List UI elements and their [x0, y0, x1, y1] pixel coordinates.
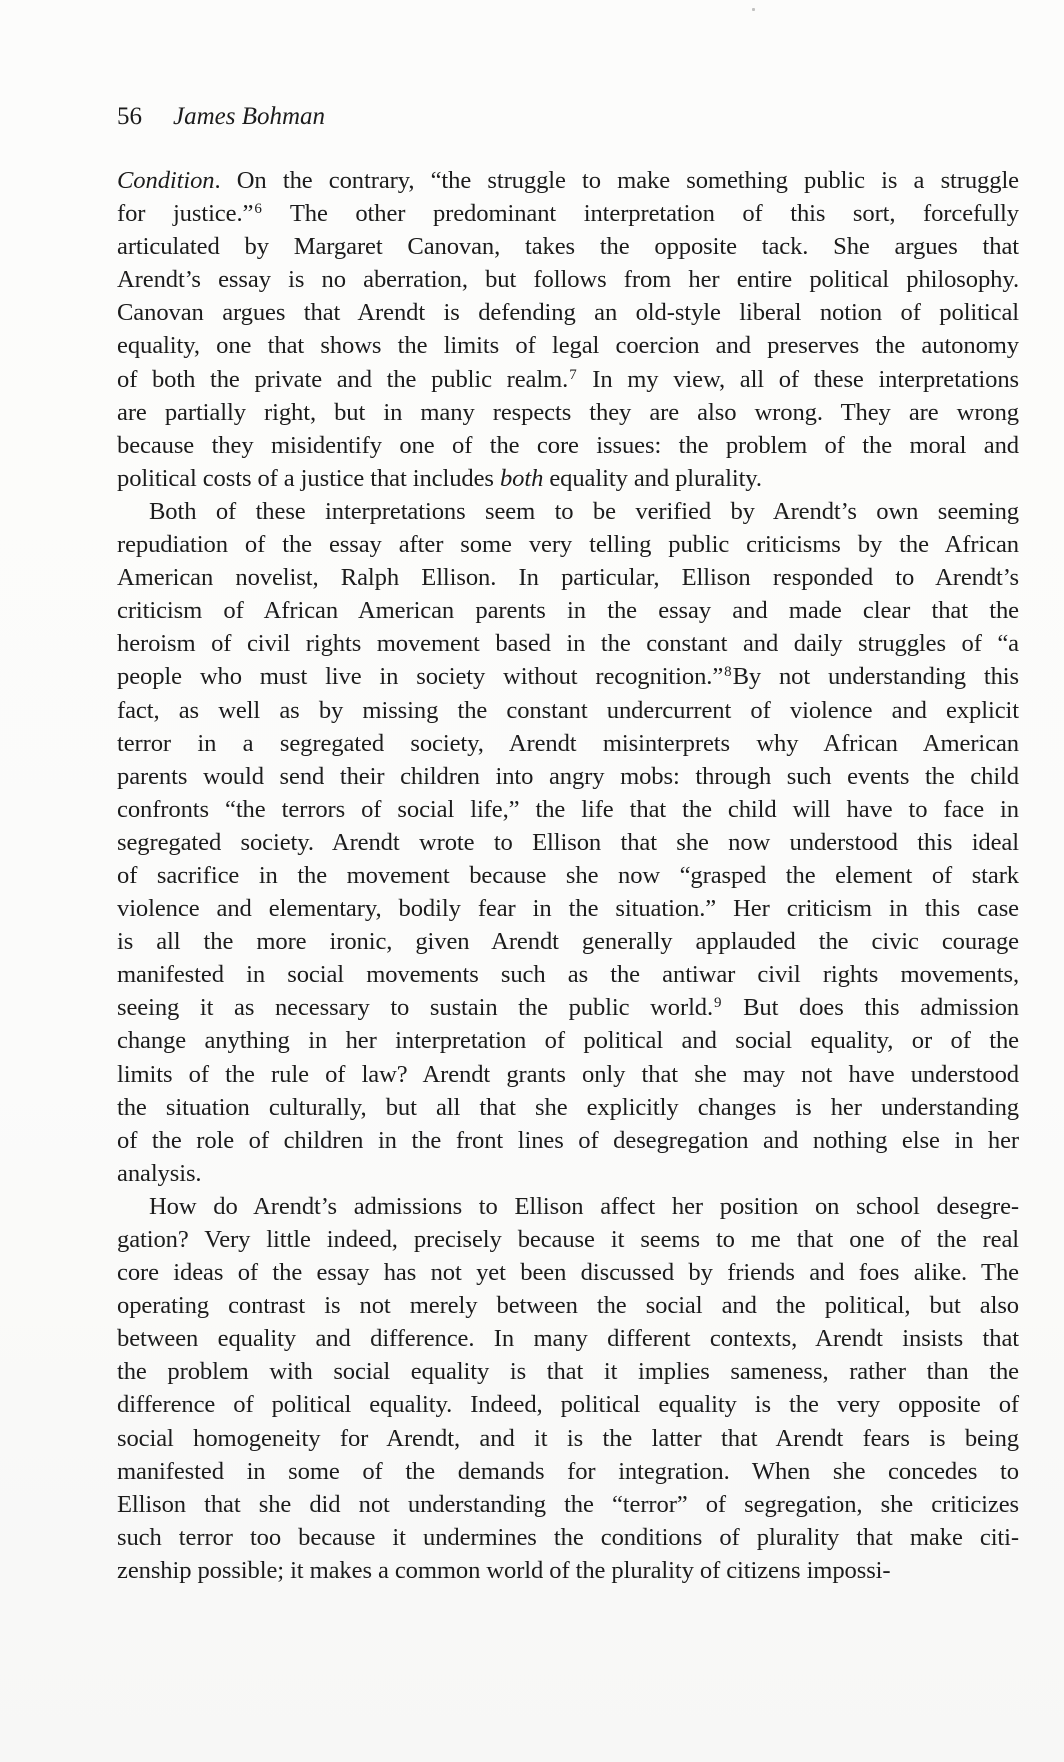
- text-line: people who must live in society without recognition.”$^8$By not understanding this: [117, 663, 1019, 691]
- text-line: change anything in her interpretation of political and social equality, or of the: [117, 1027, 1019, 1055]
- text-line: American novelist, Ralph Ellison. In particular, Ellison responded to Arendt’s: [117, 564, 1019, 592]
- text-line: gation? Very little indeed, precisely because it seems to me that one of the real: [117, 1226, 1019, 1253]
- text-line: terror in a segregated society, Arendt misinterprets why African American: [117, 729, 1019, 757]
- footnote-ref: 7: [569, 366, 577, 383]
- running-head-author: James Bohman: [173, 103, 326, 130]
- text-line: are partially right, but in many respects they are also wrong. They are wrong: [117, 398, 1019, 426]
- paragraph: [117, 495, 1019, 1190]
- text-line: of sacrifice in the movement because she now “grasped the element of stark: [117, 861, 1019, 889]
- text-line: How do Arendt’s admissions to Ellison affect her position on school desegre-: [149, 1192, 1019, 1220]
- paragraph: [117, 1190, 1019, 1587]
- text-line: parents would send their children into angry mobs: through such events the child: [117, 762, 1019, 790]
- footnote-ref: 8: [724, 664, 732, 681]
- text-line: analysis.: [117, 1159, 202, 1187]
- text-line: violence and elementary, bodily fear in the situation.” Her criticism in this case: [117, 895, 1019, 923]
- text-line: the situation culturally, but all that she explicitly changes is her understanding: [117, 1093, 1019, 1121]
- italic-text: Condition: [117, 167, 215, 194]
- text-line: of both the private and the public realm.$^7$ In my view, all of these interpretations: [117, 365, 1019, 393]
- text-line: heroism of civil rights movement based in the constant and daily struggles of “a: [117, 630, 1019, 658]
- text-line: political costs of a justice that includes both equality and plurality.: [117, 464, 762, 492]
- text-line: core ideas of the essay has not yet been discussed by friends and foes alike. The: [117, 1259, 1019, 1287]
- text-line: limits of the rule of law? Arendt grants only that she may not have understood: [117, 1060, 1019, 1088]
- footnote-ref: 9: [714, 995, 722, 1012]
- text-line: operating contrast is not merely between the social and the political, but also: [117, 1292, 1019, 1320]
- text-line: seeing it as necessary to sustain the public world.$^9$ But does this admission: [117, 994, 1019, 1022]
- text-line: Ellison that she did not understanding the “terror” of segregation, she criticizes: [117, 1490, 1019, 1518]
- text-line: such terror too because it undermines the conditions of plurality that make citi-: [117, 1523, 1019, 1551]
- footnote-ref: 6: [254, 201, 262, 218]
- body-text: [117, 164, 1019, 1587]
- text-line: of the role of children in the front lines of desegregation and nothing else in her: [117, 1126, 1019, 1154]
- running-head: [117, 102, 325, 132]
- scan-speck: [752, 8, 755, 11]
- text-line: is all the more ironic, given Arendt generally applauded the civic courage: [117, 928, 1019, 956]
- text-line: Condition. On the contrary, “the struggle to make something public is a struggle: [117, 167, 1019, 194]
- text-line: zenship possible; it makes a common world of the plurality of citizens impossi-: [117, 1556, 891, 1584]
- paragraph: [117, 164, 1019, 495]
- text-line: manifested in social movements such as the antiwar civil rights movements,: [117, 961, 1019, 989]
- text-line: for justice.”$^6$ The other predominant interpretation of this sort, forcefully: [117, 200, 1019, 228]
- text-line: difference of political equality. Indeed, political equality is the very opposite of: [117, 1391, 1019, 1419]
- text-line: because they misidentify one of the core issues: the problem of the moral and: [117, 431, 1019, 459]
- text-line: Canovan argues that Arendt is defending an old-style liberal notion of political: [117, 299, 1019, 327]
- text-line: articulated by Margaret Canovan, takes the opposite tack. She argues that: [117, 233, 1019, 261]
- text-line: confronts “the terrors of social life,” the life that the child will have to face in: [117, 795, 1019, 823]
- text-line: criticism of African American parents in the essay and made clear that the: [117, 597, 1019, 625]
- text-line: repudiation of the essay after some very telling public criticisms by the African: [117, 531, 1019, 559]
- text-line: fact, as well as by missing the constant undercurrent of violence and explicit: [117, 696, 1019, 724]
- text-line: Arendt’s essay is no aberration, but follows from her entire political philosophy.: [117, 266, 1019, 294]
- text-line: segregated society. Arendt wrote to Ellison that she now understood this ideal: [117, 828, 1019, 856]
- text-line: manifested in some of the demands for integration. When she concedes to: [117, 1457, 1019, 1485]
- text-line: the problem with social equality is that it implies sameness, rather than the: [117, 1358, 1019, 1386]
- text-line: equality, one that shows the limits of legal coercion and preserves the autonomy: [117, 332, 1019, 360]
- page-number: 56: [117, 103, 142, 130]
- text-line: social homogeneity for Arendt, and it is the latter that Arendt fears is being: [117, 1424, 1019, 1452]
- italic-text: both: [499, 464, 544, 492]
- text-line: Both of these interpretations seem to be verified by Arendt’s own seeming: [149, 497, 1019, 525]
- text-line: between equality and difference. In many different contexts, Arendt insists that: [117, 1325, 1019, 1353]
